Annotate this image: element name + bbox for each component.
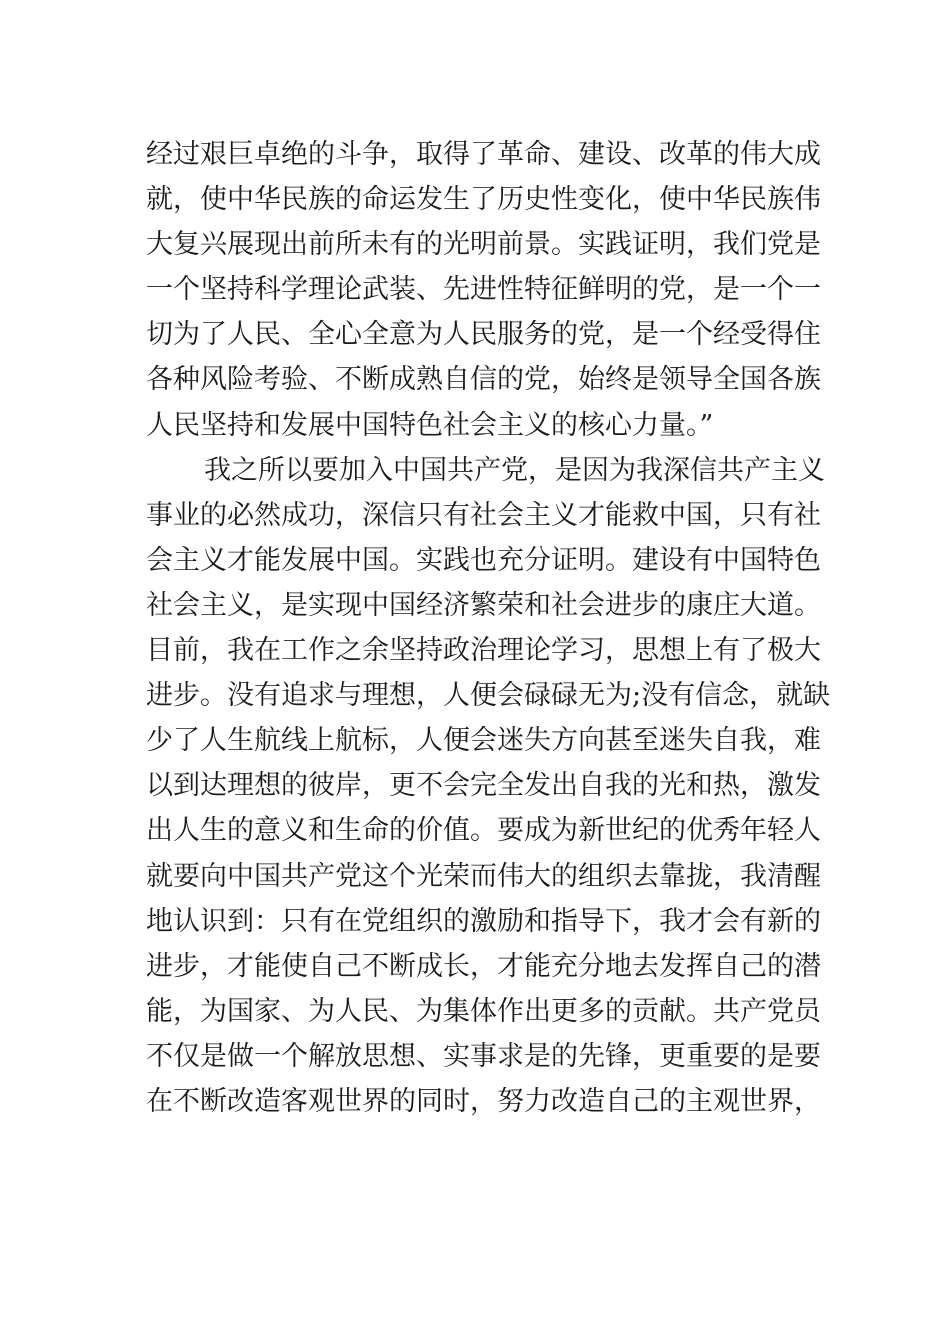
text-line: 在不断改造客观世界的同时，努力改造自己的主观世界， (146, 1085, 821, 1117)
text-line: 大复兴展现出前所未有的光明前景。实践证明，我们党是 (146, 229, 821, 261)
text-line: 切为了人民、全心全意为人民服务的党，是一个经受得住 (146, 319, 821, 351)
text-line: 进步，才能使自己不断成长，才能充分地去发挥自己的潜 (146, 950, 821, 982)
text-line: 出人生的意义和生命的价值。要成为新世纪的优秀年轻人 (146, 815, 821, 847)
text-line: 事业的必然成功，深信只有社会主义才能救中国，只有社 (146, 499, 821, 531)
text-line: 不仅是做一个解放思想、实事求是的先锋，更重要的是要 (146, 1040, 821, 1072)
text-line: 目前，我在工作之余坚持政治理论学习，思想上有了极大 (146, 635, 821, 667)
paragraph-end-line: 人民坚持和发展中国特色社会主义的核心力量。” (146, 409, 714, 441)
text-line: 进步。没有追求与理想，人便会碌碌无为;没有信念，就缺 (146, 680, 831, 712)
text-line: 一个坚持科学理论武装、先进性特征鲜明的党，是一个一 (146, 274, 821, 306)
text-line: 经过艰巨卓绝的斗争，取得了革命、建设、改革的伟大成 (146, 139, 821, 170)
paragraph-first-line: 我之所以要加入中国共产党，是因为我深信共产主义 (204, 454, 825, 486)
text-line: 就要向中国共产党这个光荣而伟大的组织去靠拢，我清醒 (146, 860, 821, 892)
text-line: 各种风险考验、不断成熟自信的党，始终是领导全国各族 (146, 364, 821, 396)
text-line: 少了人生航线上航标，人便会迷失方向甚至迷失自我，难 (146, 725, 821, 757)
body-text (146, 132, 831, 1124)
text-line: 就，使中华民族的命运发生了历史性变化，使中华民族伟 (146, 184, 821, 216)
text-line: 地认识到：只有在党组织的激励和指导下，我才会有新的 (146, 905, 821, 937)
text-line: 以到达理想的彼岸，更不会完全发出自我的光和热，激发 (146, 770, 821, 802)
text-line: 能，为国家、为人民、为集体作出更多的贡献。共产党员 (146, 995, 821, 1027)
text-line: 社会主义，是实现中国经济繁荣和社会进步的康庄大道。 (146, 589, 821, 621)
text-line: 会主义才能发展中国。实践也充分证明。建设有中国特色 (146, 544, 821, 576)
